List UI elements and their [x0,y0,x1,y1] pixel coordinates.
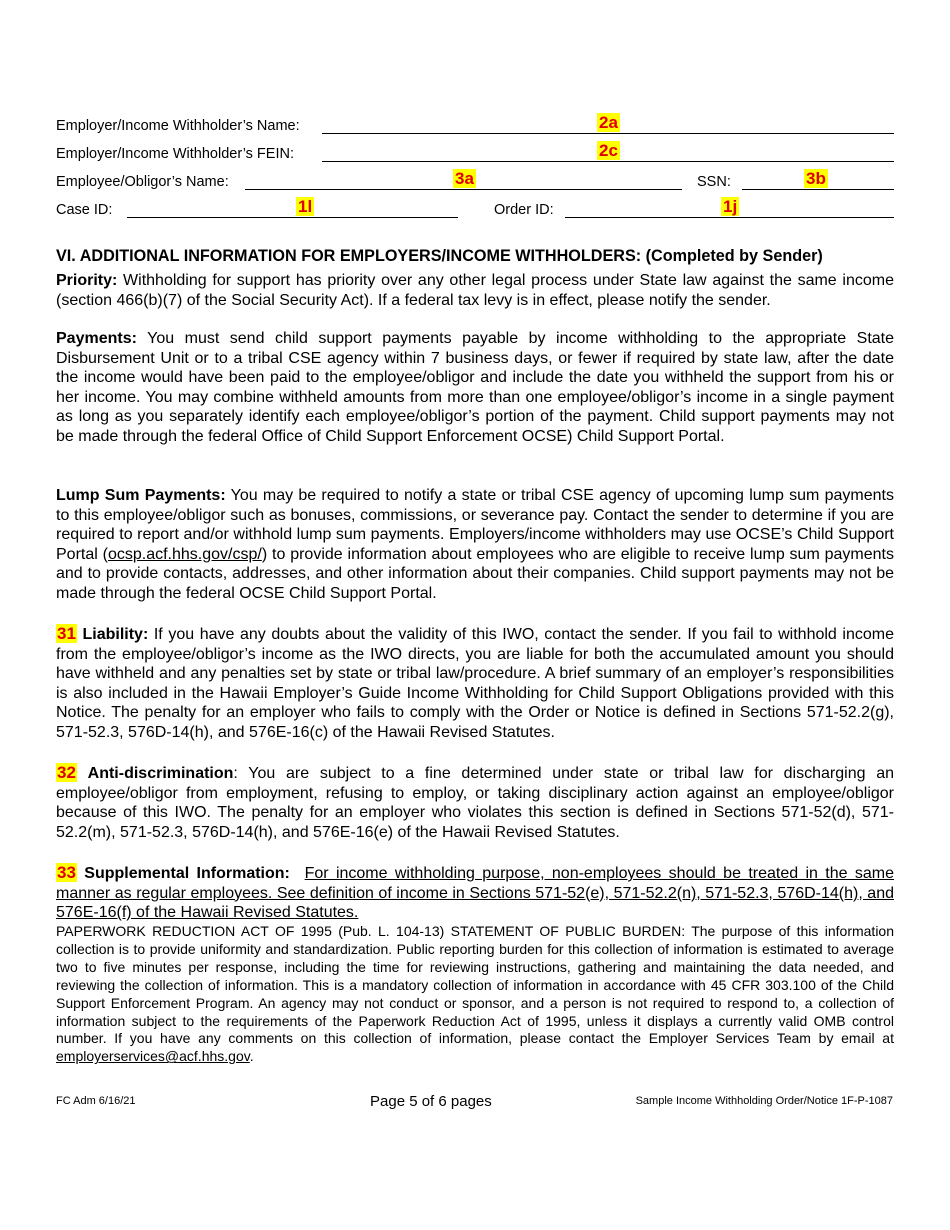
order-id-tag: 1j [723,197,738,216]
case-id-label: Case ID: [56,202,113,218]
paperwork-paragraph [56,923,894,1066]
employee-name-tag: 3a [455,169,474,188]
liability-title: Liability: [82,626,149,643]
footer-form-title: Sample Income Withholding Order/Notice 1F-P-1087 [635,1095,893,1107]
liability-tag: 31 [57,624,76,643]
footer-page-number: Page 5 of 6 pages [370,1093,492,1110]
priority-title: Priority: [56,272,118,289]
liability-text: If you have any doubts about the validity of this IWO, contact the sender. If you fail to withhold income from the employee/obligor’s income as the IWO directs, you are liable for both the accumulated amount you should have withheld and any penalties set by state or tribal law/procedure. A brief summary of an employer’s responsibilities is also included in the Hawaii Employer’s Guide Income Withholding for Child Support Obligations provided with this Notice. The penalty for an employer who fails to comply with the Order or Notice is defined in Sections 571-52.2(g), 571-52.3, 576D-14(h), and 576E-16(c) of the Hawaii Revised Statutes. [56,626,894,741]
priority-paragraph [56,271,894,310]
payments-text: You must send child support payments payable by income withholding to the appropriate State Disbursement Unit or to a tribal CSE agency within 7 business days, or fewer if required by state law, after the date the income would have been paid to the employee/obligor and include the date you withheld the support from his or her income. You may combine withheld amounts from more than one employee/obligor’s income in a single payment as long as you separately identify each employee/obligor’s portion of the payment. Child support payments may not be made through the federal Office of Child Support Enforcement OCSE) Child Support Portal. [56,330,894,445]
employee-name-label: Employee/Obligor’s Name: [56,174,229,190]
lump-sum-text-before: You may be required to notify a state or tribal CSE agency of upcoming lump sum payments to this employee/obligor such as bonuses, commissions, or severance pay. Contact the sender to determine if you are required to report and/or withhold lump sum payments. Employers/income withholders may use OCSE’s Child Support Portal ( [56,487,894,563]
paperwork-end: . [249,1048,254,1065]
paperwork-text: PAPERWORK REDUCTION ACT OF 1995 (Pub. L. 104-13) STATEMENT OF PUBLIC BURDEN: The purpose of this information collection is to provide uniformity and standardization. Public reporting burden for this collection of information is estimated to average two to five minutes per response, including the time for reviewing instructions, gathering and maintaining the data needed, and reviewing the collection of information. This is a mandatory collection of information in accordance with 45 CFR 303.100 of the Child Support Enforcement Program. An agency may not conduct or sponsor, and a person is not required to respond to, a collection of information subject to the requirements of the Paperwork Reduction Act of 1995, unless it displays a currently valid OMB control number. If you have any comments on this collection of information, please contact the Employer Services Team by email at [56,923,894,1047]
anti-discrimination-text: : You are subject to a fine determined under state or tribal law for discharging an employee/obligor from employment, refusing to employ, or taking disciplinary action against an employee/obligor because of this IWO. The penalty for an employer who violates this section is defined in Sections 571-52(d), 571-52.2(m), 571-52.3, 576D-14(h), and 576E-16(e) of the Hawaii Revised Statutes. [56,765,894,841]
liability-paragraph [56,624,894,743]
lump-sum-paragraph [56,486,894,604]
supplemental-title: Supplemental Information: [84,865,290,882]
lump-sum-title: Lump Sum Payments: [56,487,226,504]
case-id-field[interactable] [127,197,458,218]
employer-name-row [56,114,894,136]
employer-services-email-link[interactable]: employerservices@acf.hhs.gov [56,1048,250,1065]
order-id-label: Order ID: [494,202,554,218]
anti-discrimination-paragraph [56,763,894,842]
employer-fein-label: Employer/Income Withholder’s FEIN: [56,146,294,162]
payments-paragraph [56,329,894,447]
employee-name-row [56,170,894,192]
ssn-label: SSN: [697,174,731,190]
case-id-tag: 1l [298,197,313,216]
priority-text: Withholding for support has priority over any other legal process under State law against the same income (section 466(b)(7) of the Social Security Act). If a federal tax levy is in effect, please notify the sender. [56,272,894,309]
supplemental-text: For income withholding purpose, non-employees should be treated in the same manner as regular employees. See definition of income in Sections 571-52(e), 571-52.2(n), 571-52.3, 576D-14(h), and 576E-16(f) of the Hawaii Revised Statutes. [56,865,895,922]
supplemental-paragraph [56,863,894,923]
csp-portal-link[interactable]: ocsp.acf.hhs.gov/csp/ [107,545,262,563]
supplemental-tag: 33 [57,863,76,882]
employer-fein-row [56,142,894,164]
footer-form-id: FC Adm 6/16/21 [56,1095,136,1107]
case-order-row [56,198,894,220]
ssn-tag: 3b [806,169,826,188]
employer-name-label: Employer/Income Withholder’s Name: [56,118,300,134]
payments-title: Payments: [56,330,137,347]
section-heading: VI. ADDITIONAL INFORMATION FOR EMPLOYERS/INCOME WITHHOLDERS: (Completed by Sender) [56,247,823,265]
lump-sum-text-after: ) to provide information about employees who are eligible to receive lump sum payments and to provide contacts, addresses, and other information about their companies. Child support payments may not be made through the federal OCSE Child Support Portal. [56,545,894,602]
anti-discrimination-title: Anti-discrimination [87,765,234,782]
employer-name-tag: 2a [599,113,618,132]
employer-fein-tag: 2c [599,141,618,160]
anti-discrimination-tag: 32 [57,763,76,782]
